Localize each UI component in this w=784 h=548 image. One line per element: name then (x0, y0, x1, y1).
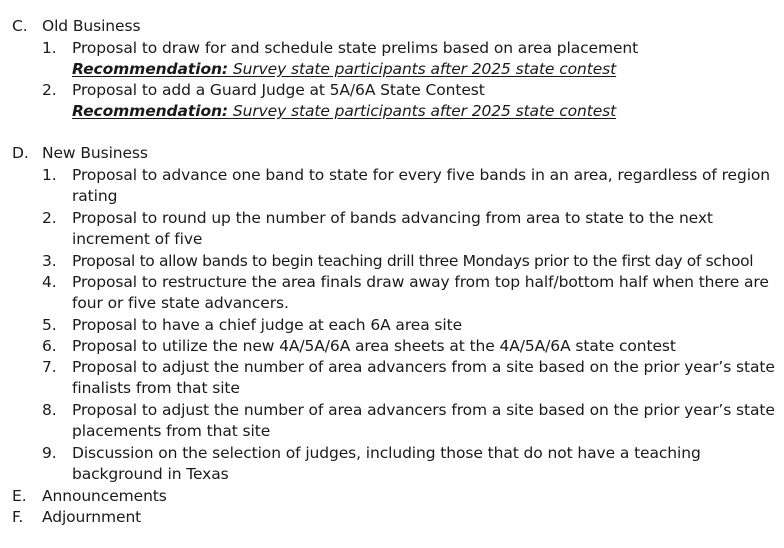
item-number: 2. (42, 209, 57, 227)
item-text: Proposal to round up the number of bands advancing from area to state to the next (72, 209, 713, 227)
item-number: 5. (42, 316, 57, 334)
item-text: Proposal to add a Guard Judge at 5A/6A State Contest (72, 81, 485, 99)
section-title: Adjournment (42, 508, 142, 526)
item-number: 2. (42, 81, 57, 99)
section-marker: E. (12, 487, 27, 505)
item-text: Proposal to utilize the new 4A/5A/6A area sheets at the 4A/5A/6A state contest (72, 337, 676, 355)
recommendation-label: Recommendation: (72, 60, 229, 78)
item-number: 6. (42, 337, 57, 355)
item-number: 1. (42, 39, 57, 57)
item-text: Proposal to adjust the number of area advancers from a site based on the prior year’s state (72, 358, 775, 376)
item-text-continued: four or five state advancers. (72, 294, 289, 312)
item-number: 3. (42, 252, 57, 270)
section-title: New Business (42, 144, 148, 162)
recommendation (72, 101, 616, 122)
item-text: Discussion on the selection of judges, including those that do not have a teaching (72, 444, 701, 462)
item-number: 9. (42, 444, 57, 462)
section-marker: D. (12, 144, 29, 162)
item-number: 7. (42, 358, 57, 376)
item-text: Proposal to advance one band to state for every five bands in an area, regardless of region (72, 166, 771, 184)
item-number: 8. (42, 401, 57, 419)
item-text: Proposal to restructure the area finals draw away from top half/bottom half when there are (72, 273, 769, 291)
item-text-continued: finalists from that site (72, 379, 240, 397)
recommendation-text: Survey state participants after 2025 state contest (228, 60, 617, 78)
item-text: Proposal to allow bands to begin teaching drill three Mondays prior to the first day of school (72, 252, 754, 270)
section-marker: C. (12, 17, 28, 35)
item-text-continued: increment of five (72, 230, 203, 248)
item-number: 4. (42, 273, 57, 291)
recommendation (72, 59, 616, 80)
section-title: Old Business (42, 17, 141, 35)
item-text: Proposal to adjust the number of area advancers from a site based on the prior year’s state (72, 401, 775, 419)
item-text: Proposal to draw for and schedule state prelims based on area placement (72, 39, 639, 57)
item-number: 1. (42, 166, 57, 184)
recommendation-text: Survey state participants after 2025 state contest (228, 102, 617, 120)
item-text-continued: placements from that site (72, 422, 271, 440)
section-marker: F. (12, 508, 24, 526)
section-title: Announcements (42, 487, 167, 505)
item-text-continued: rating (72, 187, 118, 205)
recommendation-label: Recommendation: (72, 102, 229, 120)
item-text: Proposal to have a chief judge at each 6A area site (72, 316, 463, 334)
item-text-continued: background in Texas (72, 465, 229, 483)
